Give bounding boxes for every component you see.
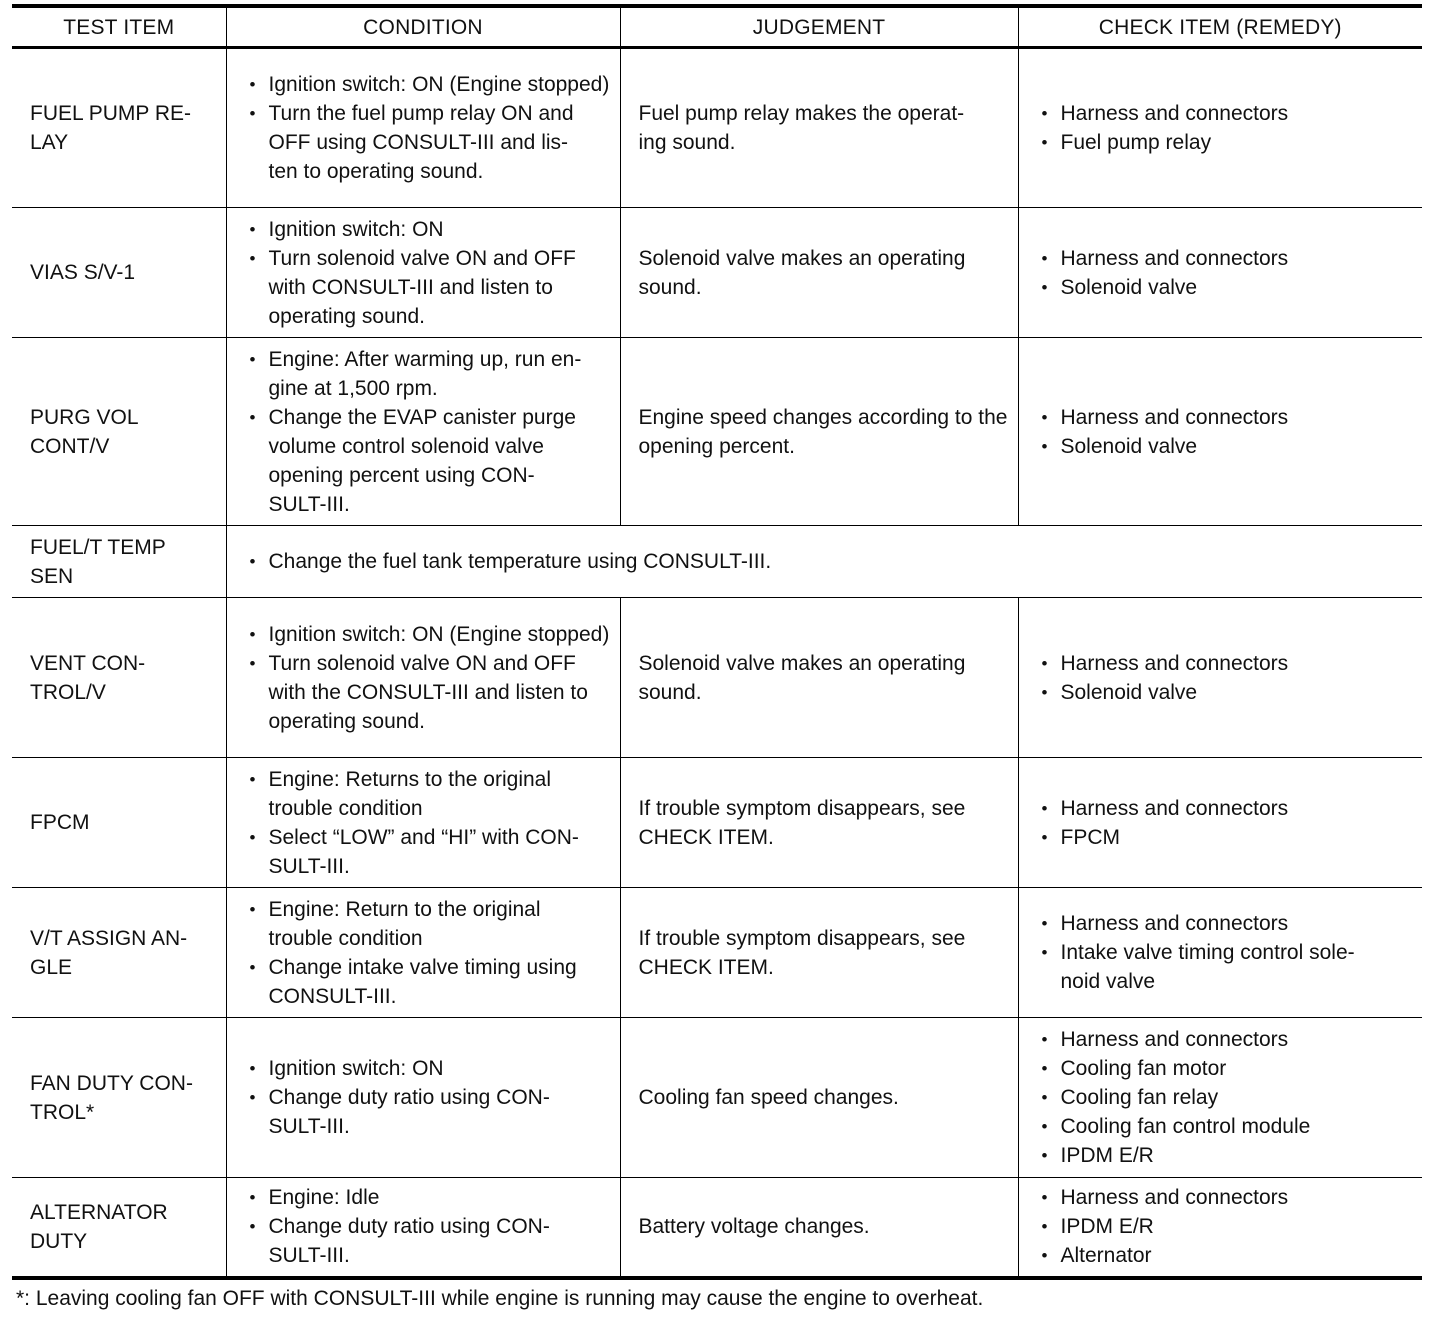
check-item: • Cooling fan motor — [1037, 1054, 1413, 1083]
header-check-item: CHECK ITEM (REMEDY) — [1018, 6, 1422, 48]
table-row — [12, 338, 1422, 526]
check-item-list — [1037, 244, 1413, 302]
check-item-cell — [1018, 1178, 1422, 1278]
check-item: • Cooling fan relay — [1037, 1083, 1413, 1112]
judgement-cell — [620, 758, 1018, 888]
header-test-item: TEST ITEM — [12, 6, 226, 48]
check-item-list — [1037, 403, 1413, 461]
condition-list — [245, 215, 610, 331]
check-item-cell — [1018, 48, 1422, 208]
judgement-cell — [620, 208, 1018, 338]
check-item: • Alternator — [1037, 1241, 1413, 1270]
header-condition: CONDITION — [226, 6, 620, 48]
check-item-list — [1037, 1025, 1413, 1170]
test-item-cell — [12, 758, 226, 888]
judgement-text: Battery voltage changes. — [638, 1215, 870, 1239]
condition-item: • Turn the fuel pump relay ON and OFF using CONSULT-III and lis- ten to operating sound. — [245, 99, 610, 186]
condition-cell — [226, 1178, 620, 1278]
test-item-fan-duty-control: FAN DUTY CON- TROL* — [30, 1071, 193, 1124]
check-item: • Harness and connectors — [1037, 794, 1413, 823]
judgement-cell — [620, 1018, 1018, 1178]
condition-item: • Select “LOW” and “HI” with CON- SULT-III. — [245, 823, 610, 881]
test-item-cell — [12, 526, 226, 598]
condition-list — [245, 895, 610, 1011]
judgement-cell — [620, 1178, 1018, 1278]
check-item: • Fuel pump relay — [1037, 128, 1413, 157]
active-test-table — [12, 4, 1422, 1280]
check-item: • Cooling fan control module — [1037, 1112, 1413, 1141]
condition-item: • Engine: After warming up, run en- gine at 1,500 rpm. — [245, 345, 610, 403]
condition-item: • Ignition switch: ON — [245, 215, 610, 244]
check-item-cell — [1018, 1018, 1422, 1178]
check-item: • Solenoid valve — [1037, 432, 1413, 461]
table-header-row — [12, 6, 1422, 48]
condition-cell — [226, 758, 620, 888]
test-item-vias-sv1: VIAS S/V-1 — [30, 261, 136, 284]
table-row — [12, 48, 1422, 208]
check-item: • IPDM E/R — [1037, 1212, 1413, 1241]
judgement-text: Engine speed changes according to the opening percent. — [638, 405, 1008, 458]
check-item-cell — [1018, 888, 1422, 1018]
condition-item: • Change intake valve timing using CONSULT-III. — [245, 953, 610, 1011]
judgement-text: Fuel pump relay makes the operat- ing sound. — [638, 102, 965, 154]
table-row — [12, 526, 1422, 598]
active-test-table-container — [12, 4, 1422, 1313]
condition-list — [245, 70, 610, 186]
condition-cell — [226, 1018, 620, 1178]
test-item-fpcm: FPCM — [30, 811, 90, 834]
judgement-text: Cooling fan speed changes. — [638, 1086, 899, 1109]
table-row — [12, 598, 1422, 758]
check-item: • Intake valve timing control sole- noid valve — [1037, 938, 1413, 996]
test-item-cell — [12, 338, 226, 526]
condition-item: • Engine: Idle — [245, 1183, 610, 1212]
table-row — [12, 208, 1422, 338]
check-item-cell — [1018, 758, 1422, 888]
judgement-cell — [620, 888, 1018, 1018]
condition-cell — [226, 598, 620, 758]
condition-cell — [226, 888, 620, 1018]
check-item-cell — [1018, 338, 1422, 526]
condition-item: • Turn solenoid valve ON and OFF with CONSULT-III and listen to operating sound. — [245, 244, 610, 331]
check-item-cell — [1018, 598, 1422, 758]
check-item-list — [1037, 99, 1413, 157]
condition-cell — [226, 338, 620, 526]
check-item-cell — [1018, 208, 1422, 338]
check-item-list — [1037, 1183, 1413, 1270]
header-judgement: JUDGEMENT — [620, 6, 1018, 48]
check-item-list — [1037, 649, 1413, 707]
test-item-cell — [12, 208, 226, 338]
judgement-text: If trouble symptom disappears, see CHECK ITEM. — [638, 926, 966, 979]
condition-list — [245, 547, 1413, 576]
condition-cell — [226, 48, 620, 208]
table-row — [12, 1018, 1422, 1178]
condition-item: • Engine: Returns to the original trouble condition — [245, 765, 610, 823]
check-item: • FPCM — [1037, 823, 1413, 852]
test-item-fuel-pump-relay: FUEL PUMP RE- LAY — [30, 102, 192, 154]
condition-item: • Ignition switch: ON (Engine stopped) — [245, 70, 610, 99]
check-item: • Harness and connectors — [1037, 1025, 1413, 1054]
test-item-cell — [12, 48, 226, 208]
condition-item: • Change the EVAP canister purge volume control solenoid valve opening percent using CON- SULT-III. — [245, 403, 610, 519]
judgement-cell — [620, 598, 1018, 758]
check-item: • Harness and connectors — [1037, 909, 1413, 938]
test-item-cell — [12, 1178, 226, 1278]
check-item: • Harness and connectors — [1037, 649, 1413, 678]
test-item-cell — [12, 598, 226, 758]
judgement-text: Solenoid valve makes an operating sound. — [638, 651, 966, 704]
check-item: • Solenoid valve — [1037, 273, 1413, 302]
judgement-text: Solenoid valve makes an operating sound. — [638, 246, 966, 299]
test-item-cell — [12, 1018, 226, 1178]
condition-list — [245, 1183, 610, 1270]
condition-list — [245, 345, 610, 519]
check-item-list — [1037, 794, 1413, 852]
condition-item: • Change duty ratio using CON- SULT-III. — [245, 1212, 610, 1270]
condition-item: • Change duty ratio using CON- SULT-III. — [245, 1083, 610, 1141]
condition-cell-merged — [226, 526, 1422, 598]
condition-cell — [226, 208, 620, 338]
judgement-cell — [620, 48, 1018, 208]
check-item: • Harness and connectors — [1037, 99, 1413, 128]
check-item: • Solenoid valve — [1037, 678, 1413, 707]
condition-item: • Ignition switch: ON (Engine stopped) — [245, 620, 610, 649]
check-item: • Harness and connectors — [1037, 403, 1413, 432]
condition-item: • Turn solenoid valve ON and OFF with the CONSULT-III and listen to operating sound. — [245, 649, 610, 736]
check-item: • Harness and connectors — [1037, 1183, 1413, 1212]
table-row — [12, 1178, 1422, 1278]
check-item: • IPDM E/R — [1037, 1141, 1413, 1170]
check-item: • Harness and connectors — [1037, 244, 1413, 273]
test-item-vent-control-v: VENT CON- TROL/V — [30, 651, 146, 704]
judgement-text: If trouble symptom disappears, see CHECK ITEM. — [638, 796, 966, 849]
check-item-list — [1037, 909, 1413, 996]
footnote: *: Leaving cooling fan OFF with CONSULT-III while engine is running may cause the engine to overheat. — [16, 1286, 984, 1310]
test-item-purg-vol-cont-v: PURG VOL CONT/V — [30, 405, 139, 458]
condition-list — [245, 620, 610, 736]
table-row — [12, 758, 1422, 888]
condition-item: • Ignition switch: ON — [245, 1054, 610, 1083]
test-item-cell — [12, 888, 226, 1018]
condition-item: • Change the fuel tank temperature using CONSULT-III. — [245, 547, 1413, 576]
judgement-cell — [620, 338, 1018, 526]
table-row — [12, 888, 1422, 1018]
test-item-fuel-t-temp-sen: FUEL/T TEMP SEN — [30, 535, 166, 588]
condition-list — [245, 1054, 610, 1141]
test-item-alternator-duty: ALTERNATOR DUTY — [30, 1200, 168, 1253]
test-item-vt-assign-angle: V/T ASSIGN AN- GLE — [30, 926, 188, 979]
condition-list — [245, 765, 610, 881]
condition-item: • Engine: Return to the original trouble condition — [245, 895, 610, 953]
